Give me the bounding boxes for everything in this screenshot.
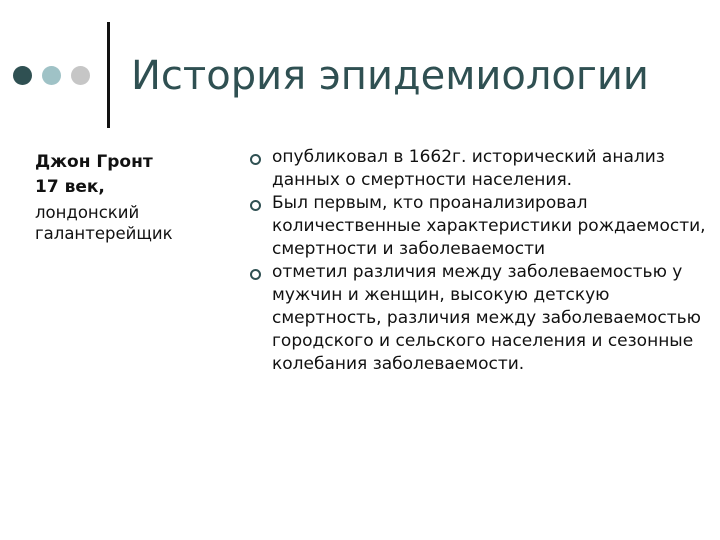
person-name: Джон Гронт bbox=[35, 152, 153, 172]
bullet-item bbox=[248, 192, 708, 261]
ring-bullet-icon bbox=[250, 200, 261, 211]
bullet-text: отметил различия между заболеваемостью у мужчин и женщин, высокую детскую смертность, различия между заболеваемостью городского и сельского населения и сезонные колебания заболеваемости. bbox=[272, 262, 701, 374]
decor-dots bbox=[13, 66, 90, 85]
light-blue-dot-icon bbox=[42, 66, 61, 85]
bullet-text: Был первым, кто проанализировал количественные характеристики рождаемости, смертности и заболеваемости bbox=[272, 193, 706, 259]
ring-bullet-icon bbox=[250, 269, 261, 280]
bullet-item bbox=[248, 261, 708, 376]
title-divider bbox=[107, 22, 110, 128]
ring-bullet-icon bbox=[250, 154, 261, 165]
bullet-text: опубликовал в 1662г. исторический анализ данных о смертности населения. bbox=[272, 147, 665, 190]
person-century: 17 век, bbox=[35, 177, 105, 197]
person-panel bbox=[35, 150, 235, 244]
bullet-item bbox=[248, 146, 708, 192]
slide-title: История эпидемиологии bbox=[131, 53, 649, 99]
gray-dot-icon bbox=[71, 66, 90, 85]
dark-dot-icon bbox=[13, 66, 32, 85]
bullet-list bbox=[248, 146, 708, 376]
person-occupation: лондонский галантерейщик bbox=[35, 203, 173, 243]
